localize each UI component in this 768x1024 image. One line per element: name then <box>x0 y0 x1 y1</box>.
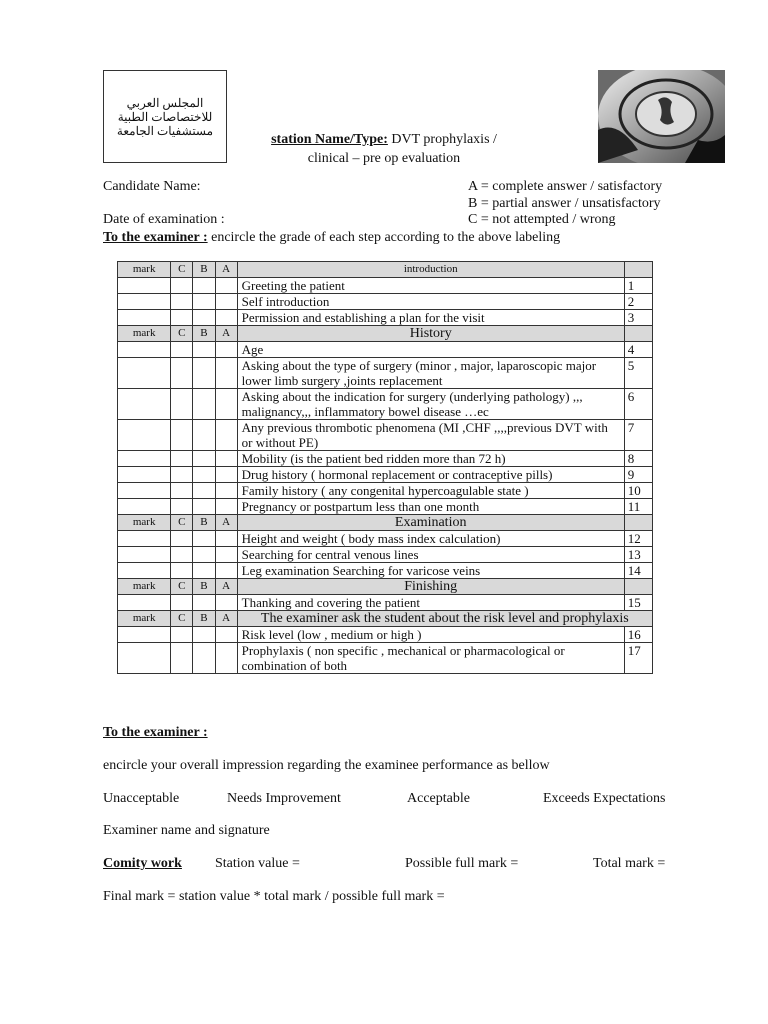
table-row <box>118 643 653 674</box>
grade-c-header: C <box>171 262 193 278</box>
step-description: Prophylaxis ( non specific , mechanical or pharmacological or combination of both <box>237 643 624 674</box>
step-number: 11 <box>624 499 652 515</box>
section-title: History <box>237 326 624 342</box>
mark-cell[interactable] <box>118 643 171 674</box>
grade-c-cell[interactable] <box>171 310 193 326</box>
instruction-label: To the examiner : <box>103 230 208 245</box>
mark-cell[interactable] <box>118 547 171 563</box>
section-header-blank <box>624 326 652 342</box>
grade-a-cell[interactable] <box>215 278 237 294</box>
grade-c-cell[interactable] <box>171 278 193 294</box>
step-number: 8 <box>624 451 652 467</box>
footer-examiner-label: To the examiner : <box>103 725 208 740</box>
grade-b-cell[interactable] <box>193 342 215 358</box>
section-header-blank <box>624 262 652 278</box>
grade-a-cell[interactable] <box>215 358 237 389</box>
step-description: Permission and establishing a plan for the visit <box>237 310 624 326</box>
grade-b-cell[interactable] <box>193 563 215 579</box>
grade-b-cell[interactable] <box>193 627 215 643</box>
grade-a-cell[interactable] <box>215 627 237 643</box>
grade-a-cell[interactable] <box>215 389 237 420</box>
table-row <box>118 483 653 499</box>
candidate-name-label: Candidate Name: <box>103 179 201 194</box>
grade-c-cell[interactable] <box>171 358 193 389</box>
grade-a-cell[interactable] <box>215 342 237 358</box>
mark-cell[interactable] <box>118 389 171 420</box>
step-number: 1 <box>624 278 652 294</box>
mark-cell[interactable] <box>118 420 171 451</box>
table-row <box>118 595 653 611</box>
section-header-row <box>118 611 653 627</box>
grade-a-cell[interactable] <box>215 310 237 326</box>
table-row <box>118 451 653 467</box>
grade-b-cell[interactable] <box>193 483 215 499</box>
mark-header: mark <box>118 579 171 595</box>
grade-a-header: A <box>215 579 237 595</box>
grade-b-header: B <box>193 611 215 627</box>
grade-a-cell[interactable] <box>215 499 237 515</box>
mark-cell[interactable] <box>118 563 171 579</box>
table-row <box>118 310 653 326</box>
grade-b-header: B <box>193 579 215 595</box>
table-row <box>118 420 653 451</box>
step-number: 7 <box>624 420 652 451</box>
grade-c-cell[interactable] <box>171 451 193 467</box>
section-title: Examination <box>237 515 624 531</box>
grade-a-header: A <box>215 262 237 278</box>
mark-cell[interactable] <box>118 499 171 515</box>
station-value-label: Station value = <box>215 856 300 871</box>
mark-cell[interactable] <box>118 278 171 294</box>
grade-c-cell[interactable] <box>171 294 193 310</box>
grade-b-cell[interactable] <box>193 278 215 294</box>
step-number: 5 <box>624 358 652 389</box>
mark-cell[interactable] <box>118 358 171 389</box>
step-description: Any previous thrombotic phenomena (MI ,CHF ,,,,previous DVT with or without PE) <box>237 420 624 451</box>
legend-a: A = complete answer / satisfactory <box>468 179 663 194</box>
grade-b-cell[interactable] <box>193 389 215 420</box>
grade-c-cell[interactable] <box>171 563 193 579</box>
table-row <box>118 563 653 579</box>
step-number: 15 <box>624 595 652 611</box>
mark-cell[interactable] <box>118 294 171 310</box>
grade-b-cell[interactable] <box>193 451 215 467</box>
table-row <box>118 389 653 420</box>
grade-b-cell[interactable] <box>193 420 215 451</box>
section-header-row <box>118 515 653 531</box>
examiner-instruction <box>103 229 560 246</box>
step-number: 10 <box>624 483 652 499</box>
section-title: Finishing <box>237 579 624 595</box>
grade-c-cell[interactable] <box>171 627 193 643</box>
mark-cell[interactable] <box>118 451 171 467</box>
step-number: 17 <box>624 643 652 674</box>
final-mark-formula: Final mark = station value * total mark / possible full mark = <box>103 889 445 904</box>
station-title <box>0 130 768 168</box>
grade-c-header: C <box>171 611 193 627</box>
total-mark-label: Total mark = <box>593 856 666 871</box>
section-header-blank <box>624 515 652 531</box>
grade-c-cell[interactable] <box>171 483 193 499</box>
grade-a-cell[interactable] <box>215 643 237 674</box>
grade-a-cell[interactable] <box>215 451 237 467</box>
section-header-row <box>118 262 653 278</box>
grade-a-cell[interactable] <box>215 294 237 310</box>
grade-c-cell[interactable] <box>171 499 193 515</box>
mark-header: mark <box>118 326 171 342</box>
grade-b-cell[interactable] <box>193 547 215 563</box>
table-row <box>118 531 653 547</box>
grade-b-cell[interactable] <box>193 643 215 674</box>
mark-cell[interactable] <box>118 342 171 358</box>
grade-b-cell[interactable] <box>193 294 215 310</box>
impression-instruction: encircle your overall impression regarding the examinee performance as bellow <box>103 758 550 773</box>
grade-a-cell[interactable] <box>215 595 237 611</box>
grade-a-header: A <box>215 515 237 531</box>
step-description: Self introduction <box>237 294 624 310</box>
step-description: Asking about the indication for surgery (underlying pathology) ,,, malignancy,,, inflammatory bowel disease …ec <box>237 389 624 420</box>
grade-c-cell[interactable] <box>171 643 193 674</box>
mark-cell[interactable] <box>118 595 171 611</box>
step-description: Asking about the type of surgery (minor , major, laparoscopic major lower limb surgery ,joints replacement <box>237 358 624 389</box>
grade-c-cell[interactable] <box>171 420 193 451</box>
section-title: The examiner ask the student about the risk level and prophylaxis <box>237 611 652 627</box>
grade-a-cell[interactable] <box>215 563 237 579</box>
possible-full-mark-label: Possible full mark = <box>405 856 519 871</box>
table-row <box>118 547 653 563</box>
mark-cell[interactable] <box>118 483 171 499</box>
option-exceeds-expectations[interactable]: Exceeds Expectations <box>543 791 666 806</box>
grade-c-cell[interactable] <box>171 389 193 420</box>
option-acceptable[interactable]: Acceptable <box>407 791 470 806</box>
grade-a-cell[interactable] <box>215 467 237 483</box>
table-row <box>118 499 653 515</box>
station-title-label: station Name/Type: <box>271 132 388 147</box>
table-row <box>118 627 653 643</box>
section-header-row <box>118 579 653 595</box>
grade-c-cell[interactable] <box>171 595 193 611</box>
mark-cell[interactable] <box>118 467 171 483</box>
logo-line-3: مستشفيات الجامعة <box>116 123 214 138</box>
grade-a-cell[interactable] <box>215 547 237 563</box>
instruction-text: encircle the grade of each step according to the above labeling <box>207 230 561 245</box>
impression-options <box>0 790 768 807</box>
mark-cell[interactable] <box>118 627 171 643</box>
step-description: Risk level (low , medium or high ) <box>237 627 624 643</box>
step-number: 2 <box>624 294 652 310</box>
grade-b-cell[interactable] <box>193 467 215 483</box>
grade-a-cell[interactable] <box>215 420 237 451</box>
examiner-signature-label: Examiner name and signature <box>103 823 270 838</box>
step-description: Leg examination Searching for varicose veins <box>237 563 624 579</box>
mark-cell[interactable] <box>118 531 171 547</box>
table-row <box>118 294 653 310</box>
evaluation-table <box>117 261 653 674</box>
option-needs-improvement[interactable]: Needs Improvement <box>227 791 341 806</box>
logo-line-1: المجلس العربي <box>126 95 204 110</box>
grade-c-cell[interactable] <box>171 342 193 358</box>
grade-a-header: A <box>215 611 237 627</box>
section-title: introduction <box>237 262 624 278</box>
grade-b-header: B <box>193 515 215 531</box>
grade-b-cell[interactable] <box>193 310 215 326</box>
mark-header: mark <box>118 611 171 627</box>
station-title-value: DVT prophylaxis / <box>387 132 497 147</box>
step-description: Searching for central venous lines <box>237 547 624 563</box>
step-number: 4 <box>624 342 652 358</box>
step-number: 13 <box>624 547 652 563</box>
legend-c: C = not attempted / wrong <box>468 212 616 227</box>
grade-b-cell[interactable] <box>193 499 215 515</box>
comity-work-label: Comity work <box>103 856 182 871</box>
grade-c-cell[interactable] <box>171 531 193 547</box>
exam-date-label: Date of examination : <box>103 212 225 227</box>
step-description: Thanking and covering the patient <box>237 595 624 611</box>
grade-b-header: B <box>193 262 215 278</box>
option-unacceptable[interactable]: Unacceptable <box>103 791 180 806</box>
grade-b-cell[interactable] <box>193 531 215 547</box>
step-number: 14 <box>624 563 652 579</box>
mark-cell[interactable] <box>118 310 171 326</box>
section-header-blank <box>624 579 652 595</box>
grade-b-cell[interactable] <box>193 358 215 389</box>
grade-c-cell[interactable] <box>171 467 193 483</box>
table-row <box>118 358 653 389</box>
mark-header: mark <box>118 515 171 531</box>
table-row <box>118 278 653 294</box>
grade-c-header: C <box>171 515 193 531</box>
step-description: Greeting the patient <box>237 278 624 294</box>
step-description: Age <box>237 342 624 358</box>
step-number: 6 <box>624 389 652 420</box>
grade-b-header: B <box>193 326 215 342</box>
grade-a-cell[interactable] <box>215 483 237 499</box>
grade-c-header: C <box>171 579 193 595</box>
step-number: 12 <box>624 531 652 547</box>
step-number: 3 <box>624 310 652 326</box>
section-header-row <box>118 326 653 342</box>
step-number: 9 <box>624 467 652 483</box>
mark-header: mark <box>118 262 171 278</box>
grade-c-cell[interactable] <box>171 547 193 563</box>
step-number: 16 <box>624 627 652 643</box>
grade-a-header: A <box>215 326 237 342</box>
table-row <box>118 467 653 483</box>
legend-b: B = partial answer / unsatisfactory <box>468 196 661 211</box>
step-description: Height and weight ( body mass index calculation) <box>237 531 624 547</box>
grade-b-cell[interactable] <box>193 595 215 611</box>
step-description: Family history ( any congenital hypercoagulable state ) <box>237 483 624 499</box>
logo-line-2: للاختصاصات الطبية <box>117 109 213 124</box>
step-description: Pregnancy or postpartum less than one month <box>237 499 624 515</box>
step-description: Drug history ( hormonal replacement or contraceptive pills) <box>237 467 624 483</box>
step-description: Mobility (is the patient bed ridden more than 72 h) <box>237 451 624 467</box>
grade-c-header: C <box>171 326 193 342</box>
grade-a-cell[interactable] <box>215 531 237 547</box>
table-row <box>118 342 653 358</box>
station-title-line2: clinical – pre op evaluation <box>307 151 461 166</box>
